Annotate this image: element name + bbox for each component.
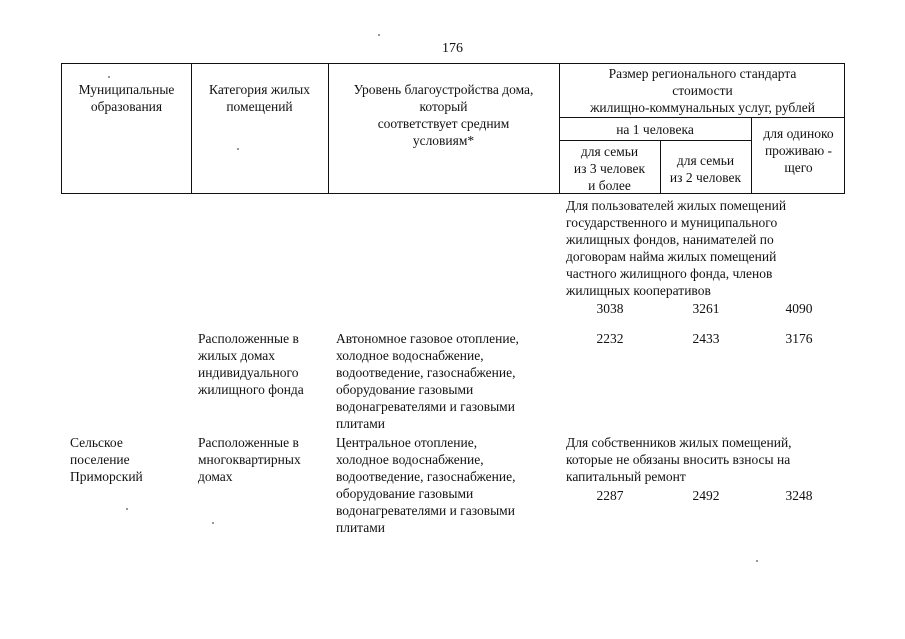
scan-speck — [108, 76, 110, 78]
header-family3 — [559, 143, 660, 194]
header-level — [328, 81, 559, 149]
header-text: из 3 человек — [573, 161, 646, 176]
header-text: стоимости — [672, 83, 733, 98]
cell-line: плитами — [336, 520, 386, 535]
value-family3: 2287 — [596, 488, 624, 503]
cell-line: водоотведение, газоснабжение, — [336, 365, 516, 380]
cell-line: индивидуального — [198, 365, 299, 380]
value-single: 3176 — [785, 331, 813, 346]
cell-line: Сельское — [70, 435, 123, 450]
page-number: 176 — [442, 41, 463, 56]
row-divider — [559, 117, 844, 118]
header-text: Размер регионального стандарта — [608, 66, 797, 81]
header-text: образования — [90, 99, 163, 114]
cell-line: Расположенные в — [198, 435, 299, 450]
note-line: которые не обязаны вносить взносы на — [566, 452, 791, 467]
value-family2: 2433 — [692, 331, 720, 346]
header-text: помещений — [226, 99, 293, 114]
cell-line: Центральное отопление, — [336, 435, 478, 450]
header-text: из 2 человек — [669, 170, 742, 185]
value-family2: 3261 — [692, 301, 720, 316]
row-divider — [559, 140, 751, 141]
note-line: Для собственников жилых помещений, — [566, 435, 792, 450]
scan-speck — [126, 508, 128, 510]
header-text: условиям* — [412, 133, 475, 148]
note-line: капитальный ремонт — [566, 469, 686, 484]
scan-speck — [378, 34, 380, 36]
cell-line: водонагревателями и газовыми — [336, 399, 515, 414]
cell-line: холодное водоснабжение, — [336, 452, 484, 467]
header-text: и более — [588, 178, 631, 193]
cell-line: холодное водоснабжение, — [336, 348, 484, 363]
note-line: договорам найма жилых помещений — [566, 249, 777, 264]
scan-speck — [237, 148, 239, 150]
municipality-primorsky — [70, 434, 143, 485]
category-apartment — [198, 434, 301, 485]
note-line: Для пользователей жилых помещений — [566, 198, 787, 213]
cell-line: водоотведение, газоснабжение, — [336, 469, 516, 484]
value-single: 3248 — [785, 488, 813, 503]
cell-line: оборудование газовыми — [336, 382, 474, 397]
header-text: Категория жилых — [209, 82, 310, 97]
header-text: для одиноко — [763, 126, 834, 141]
scan-speck — [212, 522, 214, 524]
value-family2: 2492 — [692, 488, 720, 503]
header-text: Муниципальные — [78, 82, 175, 97]
level-individual — [336, 330, 519, 432]
value-single: 4090 — [785, 301, 813, 316]
header-text: щего — [784, 160, 813, 175]
value-family3: 3038 — [596, 301, 624, 316]
cell-line: жилищного фонда — [198, 382, 304, 397]
header-family2 — [660, 152, 751, 186]
note-line: частного жилищного фонда, членов — [566, 266, 773, 281]
cell-line: плитами — [336, 416, 386, 431]
header-text: который — [419, 99, 468, 114]
header-standard — [559, 65, 846, 116]
cell-line: оборудование газовыми — [336, 486, 474, 501]
cell-line: домах — [198, 469, 233, 484]
category-individual — [198, 330, 304, 398]
cell-line: многоквартирных — [198, 452, 301, 467]
header-text: для семьи — [580, 144, 639, 159]
header-municipal — [62, 81, 191, 115]
cell-line: поселение — [70, 452, 130, 467]
header-text: жилищно-коммунальных услуг, рублей — [590, 100, 815, 115]
note-users — [566, 197, 786, 299]
header-per-person: на 1 человека — [616, 122, 694, 137]
cell-line: Автономное газовое отопление, — [336, 331, 519, 346]
header-category — [191, 81, 328, 115]
scan-speck — [756, 560, 758, 562]
cell-line: водонагревателями и газовыми — [336, 503, 515, 518]
header-text: проживаю - — [764, 143, 833, 158]
header-text: для семьи — [676, 153, 735, 168]
level-apartment — [336, 434, 515, 536]
note-line: жилищных фондов, нанимателей по — [566, 232, 774, 247]
table-header — [61, 63, 845, 194]
note-line: государственного и муниципального — [566, 215, 778, 230]
value-family3: 2232 — [596, 331, 624, 346]
cell-line: Приморский — [70, 469, 143, 484]
header-text: Уровень благоустройства дома, — [353, 82, 534, 97]
cell-line: Расположенные в — [198, 331, 299, 346]
header-text: соответствует средним — [377, 116, 510, 131]
cell-line: жилых домах — [198, 348, 276, 363]
note-line: жилищных кооперативов — [566, 283, 711, 298]
note-owners — [566, 434, 792, 485]
header-single — [751, 125, 846, 176]
